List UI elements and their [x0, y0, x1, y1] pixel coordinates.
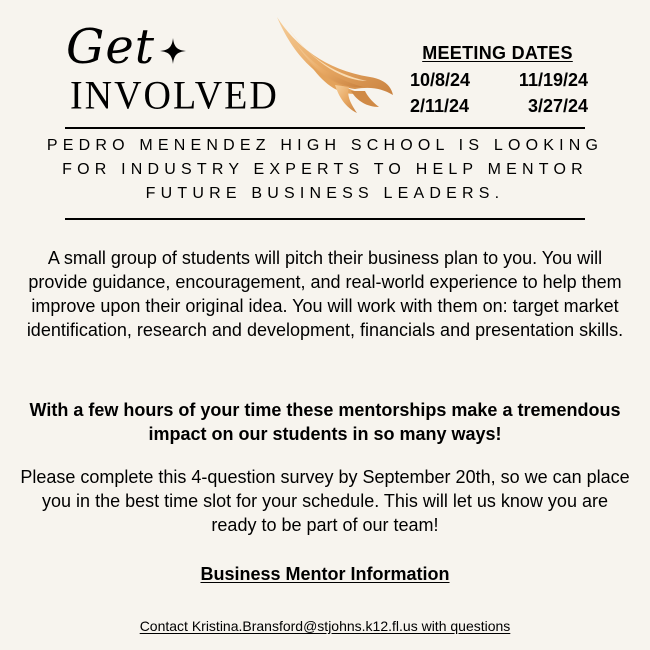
- business-mentor-info-link[interactable]: Business Mentor Information: [200, 564, 450, 584]
- golden-wing-icon: [275, 15, 395, 115]
- meeting-date: 3/27/24: [527, 96, 588, 116]
- intro-paragraph: A small group of students will pitch their business plan to you. You will provide guidance, encouragement, and real-world experience to help them improve upon their original idea. You will work with them on: target market identification, research and development, financials and presentation skills.: [26, 248, 624, 340]
- bottom-divider: [65, 218, 585, 220]
- tagline: PEDRO MENENDEZ HIGH SCHOOL IS LOOKING FOR INDUSTRY EXPERTS TO HELP MENTOR FUTURE BUSINESS LEADERS.: [46, 137, 604, 202]
- survey-paragraph: Please complete this 4-question survey by September 20th, so we can place you in the best time slot for your schedule. This will let us know you are ready to be part of our team!: [20, 467, 630, 535]
- meeting-date: 10/8/24: [410, 70, 471, 90]
- involved-title: INVOLVED: [70, 73, 279, 119]
- top-divider: [65, 127, 585, 129]
- meeting-date: 11/19/24: [518, 70, 588, 90]
- meeting-dates-title: MEETING DATES: [422, 43, 573, 63]
- meeting-dates-list: [408, 68, 588, 118]
- get-title: Get: [66, 19, 156, 75]
- sparkle-icon: [160, 38, 186, 64]
- contact-link[interactable]: Contact Kristina.Bransford@stjohns.k12.fl.us with questions: [139, 618, 511, 634]
- impact-paragraph: With a few hours of your time these mentorships make a tremendous impact on our students in so many ways!: [29, 400, 621, 444]
- meeting-date: 2/11/24: [410, 96, 470, 116]
